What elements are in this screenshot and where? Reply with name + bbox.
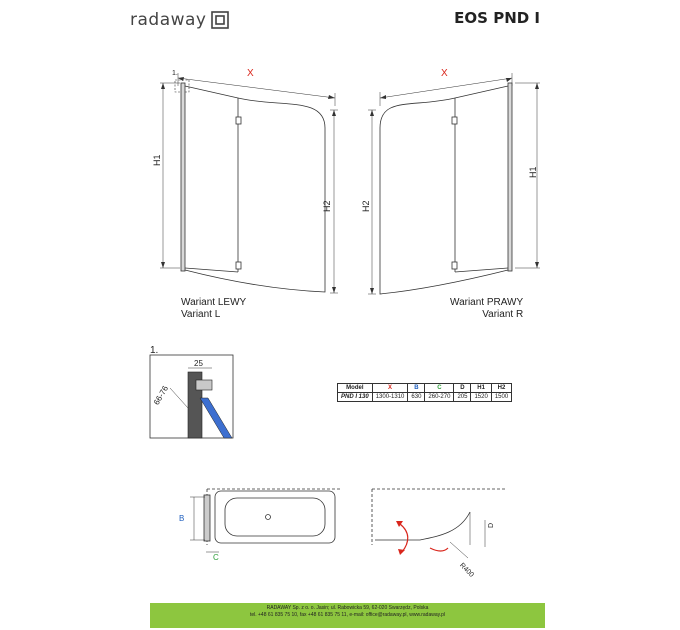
spec-header-x: X <box>372 384 408 393</box>
spec-cell-c: 260-270 <box>425 393 454 402</box>
dim-x-left: X <box>247 68 254 79</box>
spec-header-h1: H1 <box>471 384 491 393</box>
variant-left-line2: Variant L <box>181 309 221 320</box>
dim-x-right: X <box>441 68 448 79</box>
variant-right-line2: Variant R <box>482 309 524 320</box>
spec-header-b: B <box>408 384 425 393</box>
dim-h1-right: H1 <box>528 166 538 178</box>
dim-c-label: C <box>213 553 219 562</box>
detail-number: 1. <box>150 345 159 356</box>
spec-table <box>337 383 512 402</box>
spec-cell-model: PND I 130 <box>338 393 373 402</box>
dim-h1-left: H1 <box>152 154 162 166</box>
spec-cell-h1: 1520 <box>471 393 491 402</box>
dim-h2-right: H2 <box>361 200 371 212</box>
dim-d-label: D <box>488 522 495 528</box>
spec-data-row <box>338 393 512 402</box>
footer-contact: tel. +48 61 835 75 10, fax +48 61 835 75 11, e-mail: office@radaway.pl, www.radaway.pl <box>249 612 446 618</box>
spec-header-h2: H2 <box>491 384 511 393</box>
dim-r-label: R400 <box>458 562 475 579</box>
variant-left-label <box>181 297 246 321</box>
detail-width-label: 25 <box>194 359 203 368</box>
spec-cell-b: 630 <box>408 393 425 402</box>
footer-address: RADAWAY Sp. z o. o. Jasin; ul. Rabowicka 59, 62-020 Swarzędz, Polska <box>266 605 429 611</box>
variant-right-label <box>450 297 523 321</box>
variant-left-line1: Wariant LEWY <box>181 297 247 308</box>
logo-text: radaway <box>130 10 207 30</box>
spec-cell-x: 1300-1310 <box>372 393 408 402</box>
dim-b-label: B <box>179 514 185 523</box>
detail-range-label: 66-76 <box>152 384 171 407</box>
model-title: EOS PND I <box>454 9 540 27</box>
detail-marker-label: 1. <box>172 70 178 77</box>
spec-header-c: C <box>425 384 454 393</box>
spec-header-d: D <box>454 384 471 393</box>
spec-header-row <box>338 384 512 393</box>
variant-right-line1: Wariant PRAWY <box>450 297 524 308</box>
spec-cell-h2: 1500 <box>491 393 511 402</box>
spec-header-model: Model <box>338 384 373 393</box>
spec-cell-d: 205 <box>454 393 471 402</box>
footer-bar <box>150 603 545 628</box>
dim-h2-left: H2 <box>322 200 332 212</box>
